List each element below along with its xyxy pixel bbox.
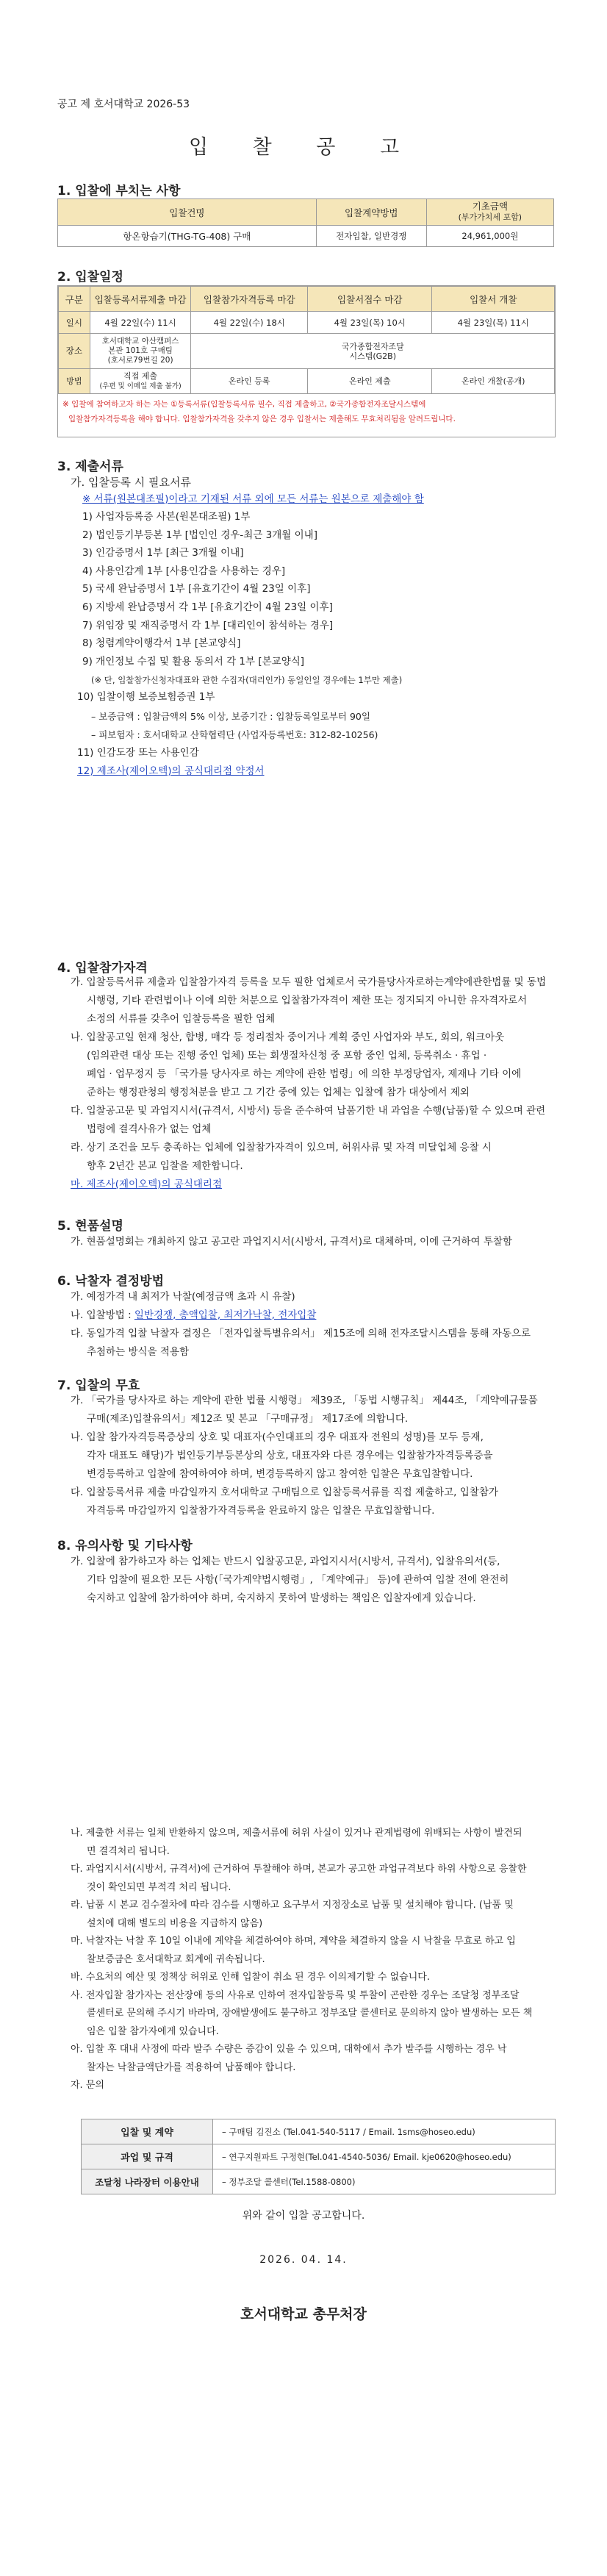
notice-date: 2026. 04. 14. — [259, 2254, 348, 2266]
section-2-heading: 2. 입찰일정 — [57, 270, 123, 285]
demo-ga: 가. 현품설명회는 개최하지 않고 공고란 과업지시서(시방서, 규격서)로 대체하며, 이에 근거하여 투찰함 — [71, 1236, 512, 1248]
qual-ga-3: 소정의 서류를 갖추어 입찰등록을 필한 업체 — [87, 1013, 276, 1025]
notes-ga-1: 가. 입찰에 참가하고자 하는 업체는 반드시 입찰공고문, 과업지시서(시방서, 규격서), 입찰유의서(등, — [71, 1556, 500, 1567]
place-line-1: 호서대학교 아산캠퍼스 — [101, 337, 179, 346]
header-bid-name: 입찰건명 — [58, 199, 317, 226]
docs-item10: 10) 입찰이행 보증보험증권 1부 — [77, 691, 215, 703]
award-ga: 가. 예정가격 내 최저가 낙찰(예정금액 초과 시 유찰) — [71, 1291, 295, 1303]
award-na-method: 일반경쟁, 총액입찰, 최저가낙찰, 전자입찰 — [134, 1309, 317, 1321]
cell-contract-method: 전자입찰, 일반경쟁 — [316, 226, 426, 247]
qual-da-1: 다. 입찰공고문 및 과업지시서(규격서, 시방서) 등을 준수하여 납품기한 내 과업을 수행(납품)할 수 있으며 관련 — [71, 1105, 546, 1117]
schedule-method-open: 온라인 개찰(공개) — [432, 369, 555, 394]
schedule-box — [57, 285, 556, 437]
notice-number: 공고 제 호서대학교 2026-53 — [57, 99, 190, 110]
schedule-warning-line-1: ※ 입찰에 참여하고자 하는 자는 ①등록서류(입찰등록서류 필수, 직접 제출하고, ②국가종합전자조달시스템에 — [62, 400, 426, 409]
schedule-row-place-label: 장소 — [59, 334, 90, 369]
contact-value-g2b: – 정부조달 콜센터(Tel.1588-0800) — [213, 2169, 556, 2194]
docs-item12-text: 12) 제조사(제이오텍)의 공식대리점 약정서 — [77, 765, 265, 777]
notes-na-2: 면 결격처리 됩니다. — [87, 1845, 170, 1857]
docs-item: 3) 인감증명서 1부 [최근 3개월 이내] — [82, 547, 244, 559]
notes-ja: 자. 문의 — [71, 2080, 104, 2091]
notes-na-1: 나. 제출한 서류는 일체 반환하지 않으며, 제출서류에 허위 사실이 있거나 관계법령에 위배되는 사항이 발견되 — [71, 1828, 522, 1839]
schedule-place-online — [191, 334, 555, 369]
notes-ma-1: 마. 낙찰자는 낙찰 후 10일 이내에 계약을 체결하여야 하며, 계약을 체결하지 않을 시 낙찰을 무효로 하고 입 — [71, 1936, 516, 1947]
contact-table — [81, 2119, 556, 2194]
docs-item: 8) 청렴계약이행각서 1부 [본교양식] — [82, 637, 241, 650]
docs-item: 4) 사용인감계 1부 [사용인감을 사용하는 경우] — [82, 565, 286, 577]
schedule-date-submit: 4월 23일(목) 10시 — [308, 312, 432, 334]
invalid-na-2: 각자 대표도 해당)가 법인등기부등본상의 상호, 대표자와 다른 경우에는 입찰참가자격등록증을 — [87, 1450, 493, 1461]
schedule-row-date-label: 일시 — [59, 312, 90, 334]
section-1-heading: 1. 입찰에 부치는 사항 — [57, 184, 181, 198]
notes-ba: 바. 수요처의 예산 및 정책상 허위로 인해 입찰이 취소 된 경우 이의제기할 수 없습니다. — [71, 1972, 430, 1983]
cell-base-amount: 24,961,000원 — [426, 226, 553, 247]
method-line-1: 직접 제출 — [123, 371, 158, 381]
notes-sa-1: 사. 전자입찰 참가자는 전산장애 등의 사유로 인하여 전자입찰등록 및 투찰이 곤란한 경우는 조달청 정부조달 — [71, 1989, 520, 2001]
award-na-label: 나. 입찰방법 : — [71, 1309, 134, 1321]
cell-bid-name: 항온항습기(THG-TG-408) 구매 — [58, 226, 317, 247]
method-line-2: (우편 및 이메일 제출 불가) — [99, 382, 182, 390]
schedule-col-open: 입찰서 개찰 — [432, 287, 555, 312]
docs-item: 6) 지방세 완납증명서 각 1부 [유효기간이 4월 23일 이후] — [82, 601, 333, 613]
invalid-ga-2: 구매(제조)입찰유의서」제12조 및 본교 「구매규정」 제17조에 의합니다. — [87, 1413, 409, 1425]
header-base-amount-line1: 기초금액 — [472, 201, 509, 212]
schedule-place-docs — [90, 334, 191, 369]
docs-original-note — [82, 493, 424, 507]
header-base-amount-line2: (부가가치세 포함) — [458, 212, 522, 222]
docs-item: 9) 개인정보 수집 및 활용 동의서 각 1부 [본교양식] — [82, 655, 305, 668]
schedule-date-open: 4월 23일(목) 11시 — [432, 312, 555, 334]
schedule-method-submit: 온라인 제출 — [308, 369, 432, 394]
bid-item-table — [57, 198, 554, 247]
docs-item: 5) 국세 완납증명서 1부 [유효기간이 4월 23일 이후] — [82, 583, 311, 595]
section-4-heading: 4. 입찰참가자격 — [57, 961, 148, 976]
page-title: 입 찰 공 고 — [188, 136, 419, 159]
notes-sa-3: 임은 입찰 참가자에게 있습니다. — [87, 2025, 219, 2037]
section-5-heading: 5. 현품설명 — [57, 1219, 123, 1234]
invalid-da-1: 다. 입찰등록서류 제출 마감일까지 호서대학교 구매팀으로 입찰등록서류를 직접 제출하고, 입찰참가 — [71, 1486, 498, 1498]
schedule-col-qualify: 입찰참가자격등록 마감 — [191, 287, 308, 312]
schedule-date-docs: 4월 22일(수) 11시 — [90, 312, 191, 334]
docs-original-note-text: ※ 서류(원본대조필)이라고 기재된 서류 외에 모든 서류는 원본으로 제출해야 함 — [82, 493, 424, 505]
award-na — [71, 1306, 585, 1325]
invalid-ga-1: 가. 「국가를 당사자로 하는 계약에 관한 법률 시행령」 제39조, 「동법 시행규칙」 제44조, 「계약예규물품 — [71, 1395, 538, 1406]
qual-ra-2: 향후 2년간 본교 입찰을 제한합니다. — [87, 1160, 243, 1172]
qual-na-4: 준하는 행정관청의 행정처분을 받고 그 기간 중에 있는 업체는 입찰에 참가 대상에서 제외 — [87, 1087, 470, 1098]
section-6-heading: 6. 낙찰자 결정방법 — [57, 1274, 165, 1289]
header-contract-method: 입찰계약방법 — [316, 199, 426, 226]
qual-na-1: 나. 입찰공고일 현재 청산, 합병, 매각 등 정리절차 중이거나 계획 중인 사업자와 부도, 회의, 워크아웃 — [71, 1031, 505, 1043]
qual-ga-2: 시행령, 기타 관련법이나 이에 의한 처분으로 입찰참가자격이 제한 또는 정지되지 아니한 유자격자로서 — [87, 995, 528, 1006]
section-7-heading: 7. 입찰의 무효 — [57, 1378, 140, 1393]
invalid-bid-list — [71, 1392, 585, 1520]
contact-label-g2b: 조달청 나라장터 이용안내 — [82, 2169, 213, 2194]
qual-na-2: (임의관련 대상 또는 진행 중인 업체) 또는 회생절차신청 중 포함 중인 업체, 등록취소 · 휴업 · — [87, 1050, 487, 1062]
schedule-method-qualify: 온라인 등록 — [191, 369, 308, 394]
contact-value-contract: – 구매팀 김진소 (Tel.041-540-5117 / Email. 1sms@hoseo.edu) — [213, 2119, 556, 2144]
docs-item: 1) 사업자등록증 사본(원본대조필) 1부 — [82, 511, 251, 523]
qual-da-2: 법령에 결격사유가 없는 업체 — [87, 1123, 212, 1135]
qual-na-3: 폐업 · 업무정지 등 「국가를 당사자로 하는 계약에 관한 법령」에 의한 부정당업자, 제재나 기타 이에 — [87, 1068, 522, 1080]
qualification-list — [71, 973, 585, 1194]
notes-sa-2: 콜센터로 문의해 주시기 바라며, 장애발생에도 불구하고 정부조달 콜센터로 문의하지 않아 발생하는 모든 책 — [87, 2008, 533, 2019]
notes-ga-2: 기타 입찰에 필요한 모든 사항(「국가계약법시행령」, 「계약예규」 등)에 관하여 입찰 전에 완전히 — [87, 1574, 509, 1586]
invalid-da-2: 자격등록 마감일까지 입찰참가자격등록을 완료하지 않은 입찰은 무효입찰합니다. — [87, 1505, 435, 1517]
docs-item11: 11) 인감도장 또는 사용인감 — [77, 747, 199, 759]
docs-item: 7) 위임장 및 재직증명서 각 1부 [대리인이 참석하는 경우] — [82, 619, 334, 632]
award-da-1: 다. 동일가격 입찰 낙찰자 결정은 「전자입찰특별유의서」 제15조에 의해 전자조달시스템을 통해 자동으로 — [71, 1328, 531, 1339]
award-method-list — [71, 1288, 585, 1362]
place-line-3: (호서로79번길 20) — [107, 356, 173, 365]
place-online-line-1: 국가종합전자조달 — [341, 341, 404, 351]
schedule-col-docs: 입찰등록서류제출 마감 — [90, 287, 191, 312]
signature: 호서대학교 총무처장 — [240, 2306, 367, 2322]
docs-item10-insured: – 피보험자 : 호서대학교 산학협력단 (사업자등록번호: 312-82-10256) — [91, 729, 378, 740]
notes-ra-2: 설치에 대해 별도의 비용을 지급하지 않음) — [87, 1917, 263, 1929]
notes-ah-1: 아. 입찰 후 대내 사정에 따라 발주 수량은 증감이 있을 수 있으며, 대학에서 추가 발주를 시행하는 경우 낙 — [71, 2044, 507, 2055]
qual-ma: 마. 제조사(제이오텍)의 공식대리점 — [71, 1178, 222, 1190]
qual-ra-1: 라. 상기 조건을 모두 충족하는 업체에 입찰참가자격이 있으며, 허위사류 및 자격 미달업체 응찰 시 — [71, 1142, 492, 1153]
contact-label-spec: 과업 및 규격 — [82, 2144, 213, 2169]
schedule-col-submit: 입찰서접수 마감 — [308, 287, 432, 312]
invalid-na-1: 나. 입찰 참가자격등록증상의 상호 및 대표자(수인대표의 경우 대표자 전원의 성명)를 모두 등재, — [71, 1431, 484, 1443]
notes-list — [71, 1825, 600, 2095]
award-da-2: 추첨하는 방식을 적용함 — [87, 1346, 189, 1358]
notes-da-2: 것이 확인되면 부적격 처리 됩니다. — [87, 1881, 231, 1893]
schedule-row-method-label: 방법 — [59, 369, 90, 394]
notes-ma-2: 찰보증금은 호서대학교 회계에 귀속됩니다. — [87, 1953, 265, 1965]
notes-ra-1: 라. 납품 시 본교 검수절차에 따라 검수를 시행하고 요구부서 지정장소로 납품 및 설치해야 합니다. (납품 및 — [71, 1900, 514, 1911]
section-3-sub: 가. 입찰등록 시 필요서류 — [71, 476, 191, 489]
notes-da-1: 다. 과업지시서(시방서, 규격서)에 근거하여 투찰해야 하며, 본교가 공고한 과업규격보다 하위 사항으로 응찰한 — [71, 1864, 527, 1875]
schedule-method-docs — [90, 369, 191, 394]
schedule-warning-line-2: 입찰참가자격등록을 해야 합니다. 입찰참가자격을 갖추지 않은 경우 입찰서는 제출해도 무효처리됨을 알려드립니다. — [68, 415, 456, 423]
notes-ah-2: 찰자는 낙찰금액단가를 적용하여 납품해야 합니다. — [87, 2061, 296, 2073]
closing-text: 위와 같이 입찰 공고합니다. — [242, 2210, 365, 2222]
schedule-col-type: 구분 — [59, 287, 90, 312]
docs-item10-amount: – 보증금액 : 입찰금액의 5% 이상, 보증기간 : 입찰등록일로부터 90일 — [91, 711, 370, 722]
contact-value-spec: – 연구지원파트 구정현(Tel.041-4540-5036/ Email. kje0620@hoseo.edu) — [213, 2144, 556, 2169]
section-3-heading: 3. 제출서류 — [57, 459, 123, 474]
place-line-2: 본관 101호 구매팀 — [108, 346, 173, 355]
docs-item12 — [77, 765, 265, 779]
invalid-na-3: 변경등록하고 입찰에 참여하여야 하며, 변경등록하지 않고 참여한 입찰은 무효입찰합니다. — [87, 1468, 473, 1480]
place-online-line-2: 시스템(G2B) — [349, 351, 396, 361]
notes-ga — [71, 1553, 585, 1608]
qual-ga-1: 가. 입찰등록서류 제출과 입찰참가자격 등록을 모두 필한 업체로서 국가를당사자로하는계약에관한법률 및 동법 — [71, 976, 547, 988]
docs-item9-note: (※ 단, 입찰참가신청자대표와 관한 수집자(대리인가) 동일인일 경우에는 1부만 제출) — [91, 675, 403, 685]
section-8-heading: 8. 유의사항 및 기타사항 — [57, 1539, 193, 1553]
contact-label-contract: 입찰 및 계약 — [82, 2119, 213, 2144]
docs-item: 2) 법인등기부등본 1부 [법인인 경우-최근 3개월 이내] — [82, 529, 317, 541]
schedule-date-qualify: 4월 22일(수) 18시 — [191, 312, 308, 334]
schedule-table — [58, 286, 555, 394]
header-base-amount — [426, 199, 553, 226]
notes-ga-3: 숙지하고 입찰에 참가하여야 하며, 숙지하지 못하여 발생하는 책임은 입찰자에게 있습니다. — [87, 1592, 476, 1604]
